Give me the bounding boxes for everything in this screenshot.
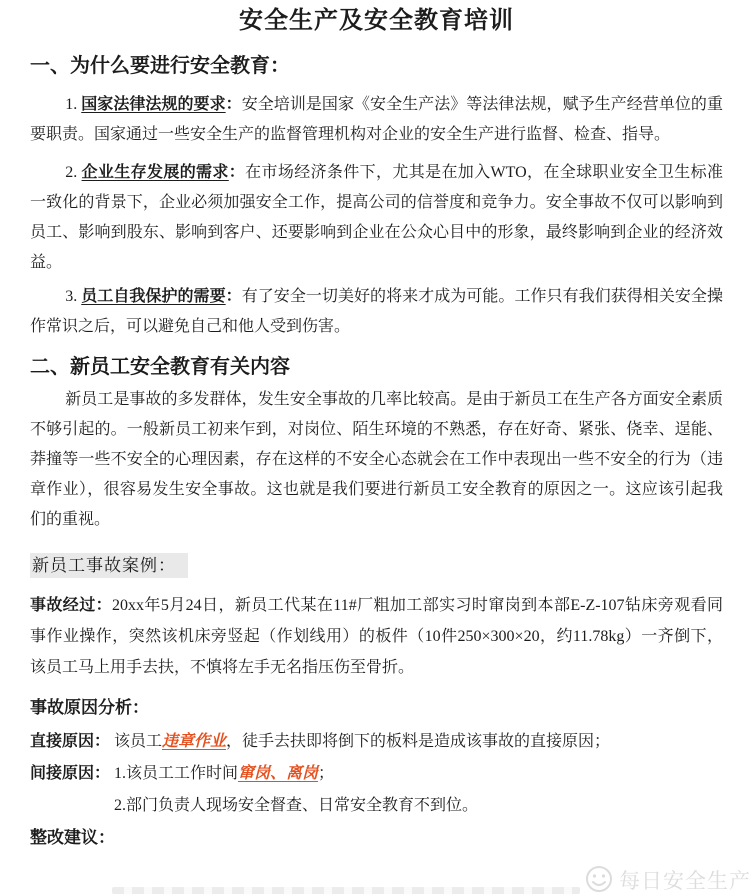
paragraph-enterprise-development	[30, 158, 723, 278]
indirect-item1-pre-text: 1.该员工工作时间	[114, 765, 239, 782]
direct-cause-violation-emphasis: 违章作业	[162, 733, 227, 750]
item-number: 1.	[65, 96, 82, 113]
case-label-highlighted: 新员工事故案例：	[30, 553, 188, 578]
incident-label: 事故经过：	[30, 597, 113, 614]
indirect-cause-label: 间接原因：	[30, 765, 111, 782]
case-label-row	[30, 553, 723, 578]
analysis-heading: 事故原因分析：	[30, 698, 149, 717]
direct-cause-row	[30, 728, 723, 756]
paragraph-incident-description	[30, 590, 723, 683]
item-body-text: 安全培训是国家《安全生产法》等法律法规，赋予生产经营单位的重要职责。国家通过一些安全生产的监督管理机构对企业的安全生产进行监督、检查、指导。	[30, 96, 723, 143]
paragraph-legal-requirements	[30, 90, 723, 150]
item-colon: ：	[228, 164, 246, 181]
incident-body-text: 20xx年5月24日，新员工代某在11#厂粗加工部实习时窜岗到本部E-Z-107钻床旁观看同事作业操作，突然该机床旁竖起（作划线用）的板件（10件250×300×20，约11.78kg）一齐倒下，该员工马上用手去扶，不慎将左手无名指压伤至骨折。	[30, 597, 723, 676]
item-label-underlined: 企业生存发展的需求	[81, 164, 229, 181]
item-colon: ：	[225, 96, 242, 113]
watermark	[583, 864, 751, 895]
direct-cause-content	[114, 728, 723, 756]
suggestion-heading: 整改建议：	[30, 828, 115, 847]
cutoff-text-remnant	[112, 887, 580, 894]
direct-cause-label: 直接原因：	[30, 733, 111, 750]
direct-cause-pre-text: 该员工	[114, 733, 163, 750]
indirect-cause-content	[114, 760, 723, 820]
item-colon: ：	[225, 288, 242, 305]
paragraph-new-employee-intro: 新员工是事故的多发群体，发生安全事故的几率比较高。是由于新员工在生产各方面安全素质不够引起的。一般新员工初来乍到，对岗位、陌生环境的不熟悉，存在好奇、紧张、侥幸、逞能、莽撞等一些不安全的心理因素，存在这样的不安全心态就会在工作中表现出一些不安全的行为（违章作业），很容易发生安全事故。这也就是我们要进行新员工安全教育的原因之一。这应该引起我们的重视。	[30, 391, 723, 528]
direct-cause-post-text: ，徒手去扶即将倒下的板料是造成该事故的直接原因；	[226, 733, 611, 750]
section-heading-new-employee-education: 二、新员工安全教育有关内容	[30, 356, 290, 378]
document-content	[0, 6, 753, 850]
item-label-underlined: 国家法律法规的要求	[81, 96, 226, 113]
indirect-cause-row	[30, 760, 723, 820]
item-number: 2.	[65, 164, 82, 181]
item-number: 3.	[65, 288, 82, 305]
item-body-text: 有了安全一切美好的将来才成为可能。工作只有我们获得相关安全操作常识之后，可以避免自己和他人受到伤害。	[30, 288, 723, 335]
paragraph-self-protection	[30, 282, 723, 342]
smiley-face-logo-icon	[583, 862, 615, 894]
watermark-text: 每日安全生产	[619, 870, 751, 893]
indirect-item1-emphasis: 窜岗、离岗	[238, 765, 319, 782]
indirect-item1-post-text: ；	[318, 765, 335, 782]
document-title: 安全生产及安全教育培训	[239, 8, 514, 34]
section-heading-why-safety-education: 一、为什么要进行安全教育：	[30, 55, 290, 77]
item-body-text: 在市场经济条件下，尤其是在加入WTO，在全球职业安全卫生标准一致化的背景下，企业必须加强安全工作，提高公司的信誉度和竞争力。安全事故不仅可以影响到员工、影响到股东、影响到客户、还要影响到企业在公众心目中的形象，最终影响到企业的经济效益。	[30, 164, 723, 271]
indirect-cause-item-1	[114, 760, 723, 788]
indirect-cause-item-2: 2.部门负责人现场安全督查、日常安全教育不到位。	[114, 797, 479, 814]
item-label-underlined: 员工自我保护的需要	[81, 288, 226, 305]
